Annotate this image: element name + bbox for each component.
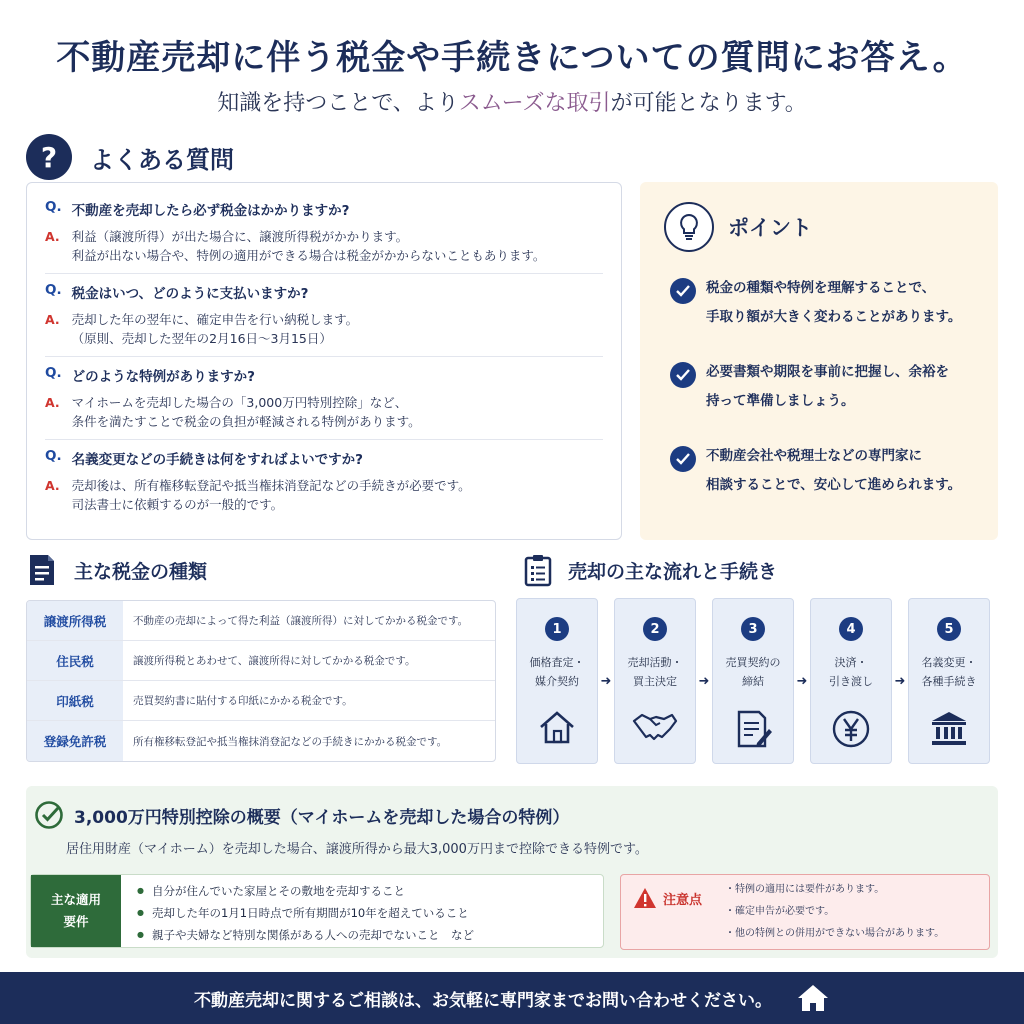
flow-title: 売却の主な流れと手続き [568, 560, 778, 583]
step-label: 名義変更・ 各種手続き [921, 656, 977, 688]
requirements-label: 主な適用 要件 [31, 875, 121, 947]
flow-step [908, 598, 990, 764]
arrow-right-icon: ➜ [698, 673, 710, 689]
caution-box [620, 874, 990, 950]
step-label: 売却活動・ 買主決定 [627, 656, 683, 688]
table-row [27, 641, 495, 681]
page-subtitle [0, 86, 1024, 117]
flow-step [810, 598, 892, 764]
house-icon [796, 983, 830, 1013]
list-item: ● 売却した年の1月1日時点で所有期間が10年を超えていること [137, 903, 474, 925]
faq-answer-line: 売却後は、所有権移転登記や抵当権抹消登記などの手続きが必要です。 [71, 478, 471, 493]
arrow-right-icon: ➜ [894, 673, 906, 689]
faq-item [45, 191, 603, 274]
points-title: ポイント [728, 216, 812, 240]
point-text-line: 税金の種類や特例を理解することで、 [706, 280, 936, 296]
point-text-line: 持って準備しましょう。 [706, 393, 855, 409]
faq-question: 不動産を売却したら必ず税金はかかりますか? [71, 203, 350, 219]
check-icon [670, 362, 696, 388]
yen-icon [831, 709, 871, 749]
check-icon [670, 446, 696, 472]
question-icon: ? [26, 134, 72, 180]
faq-item [45, 440, 603, 522]
faq-heading [26, 134, 234, 180]
flow-steps [516, 598, 990, 764]
check-icon [670, 278, 696, 304]
points-panel [640, 182, 998, 540]
subtitle-part-1: 知識を持つことで、より [217, 91, 459, 116]
faq-question: 名義変更などの手続きは何をすればよいですか? [71, 452, 363, 468]
clipboard-icon [524, 553, 552, 587]
special-deduction-panel [26, 786, 998, 958]
point-text-line: 不動産会社や税理士などの専門家に [706, 448, 922, 464]
special-desc: 居住用財産（マイホーム）を売却した場合、譲渡所得から最大3,000万円まで控除できる特例です。 [66, 842, 648, 857]
tax-name: 登録免許税 [27, 721, 123, 761]
faq-answer-line: マイホームを売却した場合の「3,000万円特別控除」など、 [71, 395, 408, 410]
point-text-line: 相談することで、安心して進められます。 [706, 477, 962, 493]
faq-question: どのような特例がありますか? [71, 369, 255, 385]
warning-icon [633, 887, 657, 909]
faq-answer-line: 利益が出ない場合や、特例の適用ができる場合は税金がかからないこともあります。 [71, 248, 546, 263]
point-item [670, 442, 984, 500]
tax-desc: 売買契約書に貼付する印紙にかかる税金です。 [133, 695, 353, 707]
step-number: 5 [937, 617, 961, 641]
step-number: 2 [643, 617, 667, 641]
table-row [27, 601, 495, 641]
arrow-right-icon: ➜ [600, 673, 612, 689]
point-text-line: 手取り額が大きく変わることがあります。 [706, 309, 962, 325]
point-text-line: 必要書類や期限を事前に把握し、余裕を [706, 364, 949, 380]
step-number: 1 [545, 617, 569, 641]
subtitle-part-3: が可能となります。 [610, 91, 807, 116]
tax-title: 主な税金の種類 [74, 560, 208, 583]
faq-title: よくある質問 [90, 145, 234, 174]
tax-desc: 所有権移転登記や抵当権抹消登記などの手続きにかかる税金です。 [133, 735, 448, 748]
tax-desc: 不動産の売却によって得た利益（譲渡所得）に対してかかる税金です。 [133, 615, 469, 627]
a-mark: A. [45, 395, 60, 410]
q-mark: Q. [45, 282, 62, 298]
bank-icon [929, 709, 969, 747]
step-number: 4 [839, 617, 863, 641]
tax-name: 住民税 [27, 641, 123, 680]
tax-table [26, 600, 496, 762]
flow-step [614, 598, 696, 764]
list-item: ・ 確定申告が必要です。 [725, 901, 944, 923]
table-row [27, 681, 495, 721]
lightbulb-icon [664, 202, 714, 252]
q-mark: Q. [45, 199, 62, 215]
faq-item [45, 274, 603, 357]
faq-answer-line: 売却した年の翌年に、確定申告を行い納税します。 [71, 312, 359, 327]
step-label: 決済・ 引き渡し [829, 656, 873, 688]
handshake-icon [632, 709, 678, 745]
faq-question: 税金はいつ、どのように支払いますか? [71, 286, 309, 302]
faq-answer-line: （原則、売却した翌年の2月16日〜3月15日） [71, 331, 332, 346]
faq-answer-line: 条件を満たすことで税金の負担が軽減される特例があります。 [71, 414, 421, 429]
footer-text: 不動産売却に関するご相談は、お気軽に専門家までお問い合わせください。 [194, 990, 772, 1011]
list-item: ・ 他の特例との併用ができない場合があります。 [725, 923, 944, 945]
tax-heading [26, 553, 207, 587]
footer-banner [0, 972, 1024, 1024]
tax-name: 譲渡所得税 [27, 601, 123, 640]
caution-label: 注意点 [663, 893, 703, 908]
subtitle-highlight: スムーズな取引 [458, 91, 611, 116]
step-label: 価格査定・ 媒介契約 [529, 656, 585, 688]
page-title: 不動産売却に伴う税金や手続きについての質問にお答え。 [56, 38, 968, 78]
a-mark: A. [45, 229, 60, 244]
arrow-right-icon: ➜ [796, 673, 808, 689]
list-item: ● 自分が住んでいた家屋とその敷地を売却すること [137, 881, 474, 903]
flow-step [516, 598, 598, 764]
q-mark: Q. [45, 448, 62, 464]
tax-name: 印紙税 [27, 681, 123, 720]
special-title: 3,000万円特別控除の概要（マイホームを売却した場合の特例） [74, 807, 570, 828]
requirements-box [30, 874, 604, 948]
point-item [670, 358, 984, 416]
step-label: 売買契約の 締結 [725, 656, 781, 688]
a-mark: A. [45, 478, 60, 493]
faq-list [26, 182, 622, 540]
flow-heading [524, 553, 777, 587]
document-icon [26, 553, 58, 587]
house-icon [537, 709, 577, 745]
point-item [670, 274, 984, 332]
faq-answer-line: 利益（譲渡所得）が出た場合に、譲渡所得税がかかります。 [71, 229, 409, 244]
contract-icon [733, 709, 773, 749]
list-item: ・ 特例の適用には要件があります。 [725, 879, 944, 901]
step-number: 3 [741, 617, 765, 641]
check-circle-icon [34, 800, 64, 830]
a-mark: A. [45, 312, 60, 327]
list-item: ● 親子や夫婦など特別な関係がある人への売却でないこと など [137, 925, 474, 947]
tax-desc: 譲渡所得税とあわせて、譲渡所得に対してかかる税金です。 [133, 655, 416, 667]
q-mark: Q. [45, 365, 62, 381]
faq-answer-line: 司法書士に依頼するのが一般的です。 [71, 497, 284, 512]
flow-step [712, 598, 794, 764]
table-row [27, 721, 495, 761]
faq-item [45, 357, 603, 440]
